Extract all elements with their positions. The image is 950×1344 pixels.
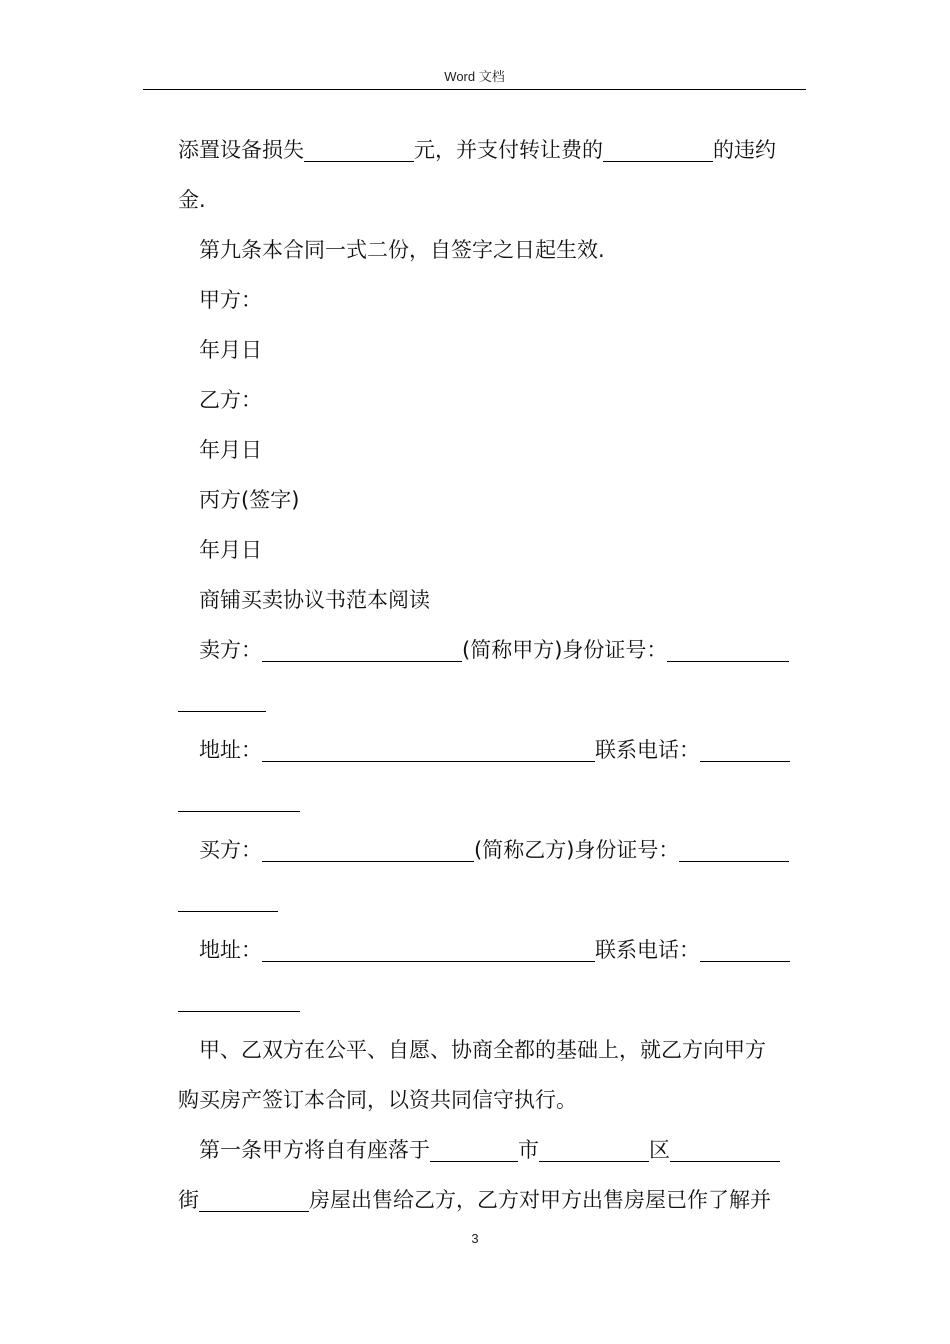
text: 商铺买卖协议书范本阅读 (199, 588, 430, 612)
blank-field (539, 1140, 649, 1162)
paragraph-line (178, 475, 802, 525)
paragraph-line (178, 625, 802, 675)
text: 年月日 (199, 338, 262, 362)
paragraph-line (178, 1125, 802, 1175)
blank-field (262, 940, 595, 962)
text: 买方： (199, 838, 262, 862)
paragraph-line (178, 525, 802, 575)
page-number: 3 (471, 1231, 479, 1246)
blank-field (700, 940, 790, 962)
blank-field (430, 1140, 518, 1162)
text: 区 (649, 1138, 670, 1162)
text: 第一条甲方将自有座落于 (199, 1138, 430, 1162)
text: 丙方(签字) (199, 488, 300, 512)
paragraph-line (178, 225, 802, 275)
text: 房屋出售给乙方，乙方对甲方出售房屋已作了解并 (309, 1188, 771, 1212)
header-title: Word 文档 (444, 69, 505, 84)
page-footer (0, 1231, 950, 1246)
paragraph-line (178, 575, 802, 625)
blank-field (178, 890, 278, 912)
paragraph-line (178, 975, 802, 1025)
paragraph-line (178, 775, 802, 825)
paragraph-line (178, 925, 802, 975)
blank-field (178, 690, 266, 712)
text: 甲、乙双方在公平、自愿、协商全都的基础上，就乙方向甲方 (199, 1038, 766, 1062)
blank-field (199, 1190, 309, 1212)
text: 地址： (199, 938, 262, 962)
paragraph-line (178, 325, 802, 375)
blank-field (262, 640, 462, 662)
paragraph-line (178, 375, 802, 425)
paragraph-line (178, 725, 802, 775)
paragraph-line (178, 425, 802, 475)
text: 联系电话： (595, 938, 700, 962)
document-body (178, 125, 802, 1225)
paragraph-line (178, 675, 802, 725)
paragraph-line (178, 825, 802, 875)
text: (简称甲方)身份证号： (462, 638, 668, 662)
paragraph-line (178, 175, 802, 225)
text: 卖方： (199, 638, 262, 662)
text: 甲方： (199, 288, 262, 312)
text: 联系电话： (595, 738, 700, 762)
blank-field (603, 140, 713, 162)
text: 元，并支付转让费的 (414, 138, 603, 162)
text: 市 (518, 1138, 539, 1162)
paragraph-line (178, 275, 802, 325)
text: 添置设备损失 (178, 138, 304, 162)
page-header (143, 66, 806, 90)
text: 乙方： (199, 388, 262, 412)
text: 购买房产签订本合同，以资共同信守执行。 (178, 1088, 577, 1112)
blank-field (700, 740, 790, 762)
text: 街 (178, 1188, 199, 1212)
blank-field (679, 840, 789, 862)
text: 第九条本合同一式二份，自签字之日起生效. (199, 238, 605, 262)
text: 年月日 (199, 438, 262, 462)
blank-field (304, 140, 414, 162)
blank-field (178, 790, 300, 812)
text: 年月日 (199, 538, 262, 562)
paragraph-line (178, 125, 802, 175)
blank-field (262, 840, 474, 862)
text: 金. (178, 188, 206, 212)
paragraph-line (178, 1025, 802, 1075)
paragraph-line (178, 1075, 802, 1125)
text: 地址： (199, 738, 262, 762)
blank-field (670, 1140, 780, 1162)
paragraph-line (178, 1175, 802, 1225)
blank-field (262, 740, 595, 762)
text: (简称乙方)身份证号： (474, 838, 680, 862)
blank-field (178, 990, 300, 1012)
blank-field (667, 640, 789, 662)
paragraph-line (178, 875, 802, 925)
text: 的违约 (713, 138, 776, 162)
